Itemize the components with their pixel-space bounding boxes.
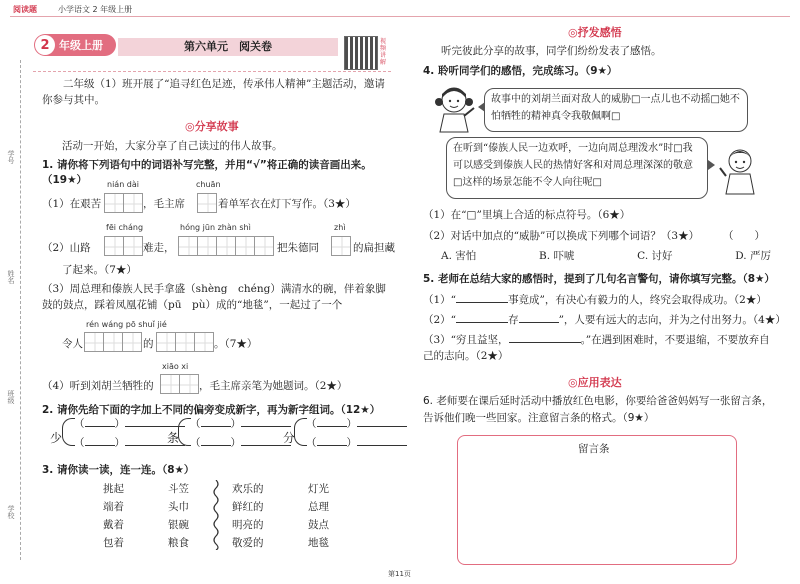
answer-grid[interactable] xyxy=(178,236,273,256)
q1-3-text-d: 。（7★） xyxy=(214,338,258,350)
option-d[interactable]: D. 严厉 xyxy=(735,250,771,262)
q1-1-text-b: ，毛主席 xyxy=(143,198,185,210)
page-number: 第11页 xyxy=(388,570,411,578)
sidebar-student-id: 学号 xyxy=(7,150,15,164)
section2-intro: 听完彼此分享的故事，同学们纷纷发表了感悟。 xyxy=(441,45,662,57)
q1-4-text-b: ，毛主席亲笔为她题词。（2★） xyxy=(199,380,348,392)
q5-2-c: ”，人要有远大的志向，并为之付出努力。（4★） xyxy=(558,314,786,326)
match-item[interactable]: 总理 xyxy=(308,501,329,513)
title-divider xyxy=(33,71,391,72)
q4-2-answer-paren[interactable]: （ ） xyxy=(723,230,765,242)
q5-1 xyxy=(423,292,767,308)
q1-2-text-c: 把朱德同 xyxy=(277,242,319,254)
match-item[interactable]: 灯光 xyxy=(308,483,329,495)
match-item[interactable]: 包着 xyxy=(103,537,124,549)
option-a[interactable]: A. 害怕 xyxy=(441,250,477,262)
q4-2: （2）对话中加点的“威胁”可以换成下列哪个词语？（3★） xyxy=(423,230,700,242)
q4-1: （1）在“□”里填上合适的标点符号。（6★） xyxy=(423,209,631,221)
match-item[interactable]: 欢乐的 xyxy=(232,483,264,495)
match-item[interactable]: 敬爱的 xyxy=(232,537,264,549)
grade-number: 2 xyxy=(35,35,55,55)
q1-2-text-d: 的扁担藏 xyxy=(353,242,395,254)
answer-grid[interactable] xyxy=(197,193,216,213)
answer-grid[interactable] xyxy=(160,374,198,394)
student-info-sidebar xyxy=(6,60,28,560)
match-item[interactable]: 鲜红的 xyxy=(232,501,264,513)
match-item[interactable]: 鼓点 xyxy=(308,519,329,531)
section-express-feelings: ◎抒发感悟 xyxy=(568,26,622,39)
q2-char-2: 条 xyxy=(167,431,180,445)
book-title: 小学语文 2 年级上册 xyxy=(58,5,133,14)
pinyin: xiāo xi xyxy=(162,362,189,371)
q5-2-blank[interactable] xyxy=(456,322,508,323)
sidebar-class: 班级 xyxy=(7,390,15,404)
q1-1-text-c: 着单军衣在灯下写作。（3★） xyxy=(218,198,356,210)
match-column-4[interactable] xyxy=(308,480,329,552)
boy-student-icon xyxy=(718,146,764,196)
match-item[interactable]: 明亮的 xyxy=(232,519,264,531)
pinyin: rén wáng pō shuǐ jié xyxy=(86,320,167,329)
q1-2-text-b: 难走， xyxy=(143,242,175,254)
q5-2-a: （2）“ xyxy=(423,314,457,326)
q1-4-text-a: （4）听到刘胡兰牺牲的 xyxy=(42,380,154,392)
note-title: 留言条 xyxy=(578,443,610,455)
pinyin: fēi cháng xyxy=(106,223,144,232)
pinyin: hóng jūn zhàn shì xyxy=(180,223,251,232)
option-b[interactable]: B. 吓唬 xyxy=(539,250,575,262)
sidebar-line xyxy=(20,60,21,560)
q5-3-blank[interactable] xyxy=(509,342,581,343)
question-1: 1. 请你将下列语句中的词语补写完整，并用“√”将正确的读音画出来。（19★） xyxy=(42,159,372,186)
section-share-stories: ◎分享故事 xyxy=(185,120,239,133)
question-3: 3. 请你读一读，连一连。（8★） xyxy=(42,464,195,476)
q5-1-blank[interactable] xyxy=(456,302,508,303)
q5-1-b: 事竟成”，有决心有毅力的人，终究会取得成功。（2★） xyxy=(508,294,767,306)
question-6 xyxy=(423,393,778,427)
q2-blank-row[interactable]: （ ） xyxy=(74,435,185,451)
answer-grid[interactable] xyxy=(84,332,141,352)
bubble-tail xyxy=(708,160,715,170)
q1-3-text-c: 的 xyxy=(143,338,154,350)
q2-blank-row[interactable]: （ ） xyxy=(190,416,291,432)
question-4: 4. 聆听同学们的感悟，完成练习。（9★） xyxy=(423,65,618,77)
match-item[interactable]: 地毯 xyxy=(308,537,329,549)
answer-grid[interactable] xyxy=(104,236,142,256)
qr-code-icon[interactable] xyxy=(344,36,378,70)
sidebar-name: 姓名 xyxy=(7,270,15,284)
q1-2-text-a: （2）山路 xyxy=(42,242,91,254)
header-divider xyxy=(10,16,790,17)
q5-2-b: 存 xyxy=(508,314,519,326)
q5-1-a: （1）“ xyxy=(423,294,457,306)
page-title: 第六单元 阅关卷 xyxy=(118,38,338,56)
grade-badge xyxy=(34,34,116,56)
q2-char-1: 少 xyxy=(50,431,63,445)
section-application: ◎应用表达 xyxy=(568,376,622,389)
speech-bubble-1: 故事中的刘胡兰面对敌人的威胁□一点儿也不动摇□她不怕牺牲的精神真令我敬佩啊□ xyxy=(484,88,748,132)
grade-label: 年级上册 xyxy=(59,39,103,52)
option-c[interactable]: C. 讨好 xyxy=(637,250,673,262)
q1-3-text-b: 令人 xyxy=(62,338,83,350)
q5-3-a: （3）“穷且益坚， xyxy=(423,334,509,346)
q2-char-3: 分 xyxy=(283,431,296,445)
intro-paragraph: 二年级（1）班开展了“追寻红色足迹，传承伟人精神”主题活动，邀请你参与其中。 xyxy=(42,78,385,106)
q1-2-text-e: 了起来。（7★） xyxy=(62,264,137,276)
q5-3-b: 。”在遇到困难时，不要退缩，不要放弃自己的志向。（2★） xyxy=(423,334,770,362)
qr-note: 视频讲解 xyxy=(380,38,387,66)
pinyin: chuān xyxy=(196,180,221,189)
answer-grid[interactable] xyxy=(156,332,213,352)
question-2: 2. 请你先给下面的字加上不同的偏旁变成新字，再为新字组词。（12★） xyxy=(42,404,381,416)
match-item[interactable]: 银碗 xyxy=(168,519,189,531)
match-column-1[interactable] xyxy=(103,480,124,552)
section1-intro: 活动一开始，大家分享了自己读过的伟人故事。 xyxy=(62,140,283,152)
q5-3 xyxy=(423,332,773,364)
q1-1-text-a: （1）在艰苦 xyxy=(42,198,102,210)
pinyin: nián dài xyxy=(107,180,140,189)
question-5: 5. 老师在总结大家的感悟时，提到了几句名言警句，请你填写完整。（8★） xyxy=(423,273,775,285)
brand-label: 阅读题 xyxy=(13,5,37,14)
match-item[interactable]: 斗笠 xyxy=(168,483,189,495)
q4-2-options xyxy=(441,248,771,264)
match-item[interactable]: 头巾 xyxy=(168,501,189,513)
match-item[interactable]: 端着 xyxy=(103,501,124,513)
q1-3-text-a: （3）周总理和傣族人民手拿盛（shèng chéng）满清水的碗，伴着象脚鼓的鼓点，踩着凤凰花铺（pū pù）成的“地毯”，一起过了一个 xyxy=(42,283,386,311)
sidebar-school: 学校 xyxy=(7,505,15,519)
q2-blank-row[interactable]: （ ） xyxy=(190,435,291,451)
speech-bubble-2: 在听到“傣族人民一边欢呼，一边向周总理泼水”时□我可以感受到傣族人民的热情好客和对周总理深深的敬意□这样的场景怎能不令人向往呢□ xyxy=(446,137,708,199)
girl-student-icon xyxy=(428,84,480,134)
match-column-2[interactable] xyxy=(168,480,189,552)
match-item[interactable]: 粮食 xyxy=(168,537,189,549)
pinyin: zhì xyxy=(334,223,346,232)
bubble-tail xyxy=(478,102,485,112)
q5-2-blank[interactable] xyxy=(519,322,559,323)
wavy-divider xyxy=(212,480,220,550)
answer-grid[interactable] xyxy=(331,236,350,256)
match-item[interactable]: 戴着 xyxy=(103,519,124,531)
match-column-3[interactable] xyxy=(232,480,264,552)
q2-blank-row[interactable]: （ ） xyxy=(306,435,407,451)
q2-blank-row[interactable]: （ ） xyxy=(74,416,185,432)
q5-2 xyxy=(423,312,786,328)
match-item[interactable]: 挑起 xyxy=(103,483,124,495)
q2-blank-row[interactable]: （ ） xyxy=(306,416,407,432)
q6-text: 6. 老师要在课后延时活动中播放红色电影，你要给爸爸妈妈写一张留言条，告诉他们晚一些回家。注意留言条的格式。（9★） xyxy=(423,395,773,424)
answer-grid[interactable] xyxy=(104,193,142,213)
